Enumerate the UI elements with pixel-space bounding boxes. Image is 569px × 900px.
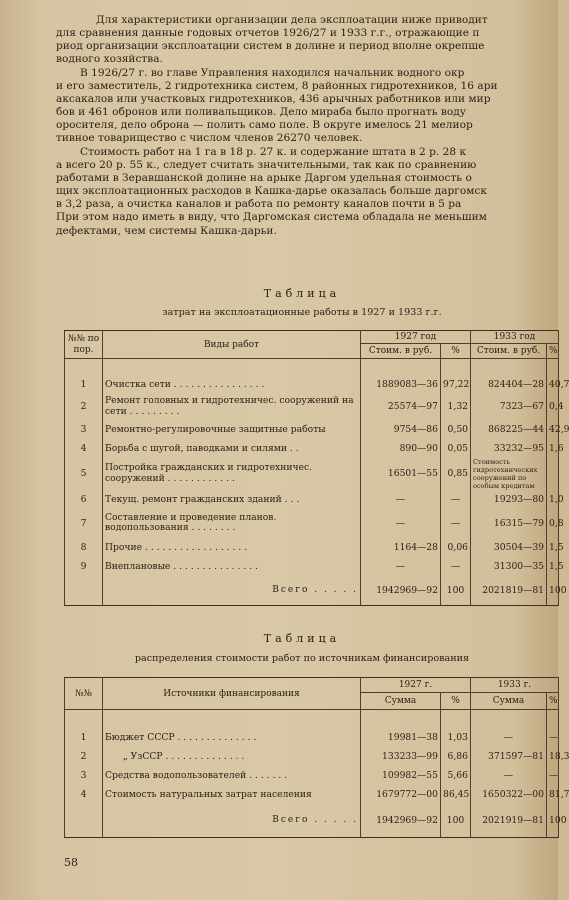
table-row — [65, 375, 559, 394]
header-pct: % — [547, 693, 559, 710]
total-cost-1933: 2021819—81 — [471, 576, 547, 606]
cell-cost-1933: 30504—39 — [471, 538, 547, 557]
header-year-1: 1927 год — [361, 331, 471, 344]
cell-cost-1927: 890—90 — [361, 439, 441, 458]
table-row — [65, 394, 559, 420]
cell-kind: Внеплановые . . . . . . . . . . . . . . . — [103, 557, 361, 576]
table2-title: Таблица — [263, 632, 341, 645]
cell-pct-1933: 42,9 — [547, 420, 559, 439]
paragraph-intro — [56, 14, 548, 66]
text-line: для сравнения данные годовых отчетов 1926/27 и 1933 г.г., отражающие п — [56, 27, 480, 40]
table-row — [65, 557, 559, 576]
cell-pct-1927: — — [441, 557, 471, 576]
cell-number: 2 — [65, 394, 103, 420]
header-pct: % — [441, 344, 471, 359]
header-pct: % — [547, 344, 559, 359]
paragraph-staff — [56, 67, 548, 146]
cell-cost-1927: 9754—86 — [361, 420, 441, 439]
cell-sum-1927: 1679772—00 — [361, 785, 441, 804]
cell-number: 5 — [65, 458, 103, 490]
cell-sum-1927: 19981—38 — [361, 728, 441, 747]
cell-pct-1927: 0,05 — [441, 439, 471, 458]
total-pct-1927: 100 — [441, 804, 471, 838]
total-cost-1927: 1942969—92 — [361, 576, 441, 606]
table-row — [65, 766, 559, 785]
cell-pct-1933: 81,7 — [547, 785, 559, 804]
cell-pct-1927: 0,50 — [441, 420, 471, 439]
cell-kind: Прочие . . . . . . . . . . . . . . . . . . — [103, 538, 361, 557]
cell-kind: Очистка сети . . . . . . . . . . . . . . . . — [103, 375, 361, 394]
cell-kind: Борьба с шугой, паводками и силями . . — [103, 439, 361, 458]
cell-number: 6 — [65, 490, 103, 509]
text-line: работами в Зеравшанской долине на арыке Даргом удельная стоимость о — [56, 172, 472, 185]
table-row — [65, 747, 559, 766]
cell-kind: Ремонтно-регулировочные защитные работы — [103, 420, 361, 439]
cell-cost-1933: 31300—35 — [471, 557, 547, 576]
header-year-2: 1933 г. — [471, 678, 559, 693]
text-line: а всего 20 р. 55 к., следует считать значительными, так как по сравнению — [56, 159, 477, 172]
text-line: аксакалов или участковых гидротехников, 436 арычных работников или мир — [56, 93, 491, 106]
text-line: Для характеристики организации дела эксплоатации ниже приводит — [96, 14, 488, 26]
cell-number: 3 — [65, 420, 103, 439]
text-line: При этом надо иметь в виду, что Даргомская система обладала не меньшим — [56, 211, 487, 224]
cell-cost-1927: 25574—97 — [361, 394, 441, 420]
cell-pct-1933: 1,6 — [547, 439, 559, 458]
table-row — [65, 785, 559, 804]
cell-pct-1927: 1,03 — [441, 728, 471, 747]
text-line: в 3,2 раза, а очистка каналов и работа по ремонту каналов почти в 5 ра — [56, 198, 462, 211]
cell-pct-1927: 86,45 — [441, 785, 471, 804]
text-line: дефектами, чем системы Кашка-дарьи. — [56, 224, 277, 237]
cell-pct-1933: 0,4 — [547, 394, 559, 420]
page-number: 58 — [64, 856, 78, 869]
table-row — [65, 439, 559, 458]
cell-cost-1927: 16501—55 — [361, 458, 441, 490]
header-cost: Стоим. в руб. — [471, 344, 547, 359]
table-total-row — [65, 804, 559, 838]
cell-pct-1927: 97,22 — [441, 375, 471, 394]
cell-sum-1933: — — [471, 766, 547, 785]
cell-number: 7 — [65, 509, 103, 538]
cell-cost-1927: — — [361, 490, 441, 509]
cell-number: 4 — [65, 439, 103, 458]
cell-sum-1933: — — [471, 728, 547, 747]
table2-subtitle: распределения стоимости работ по источникам финансирования — [134, 653, 470, 664]
text-line: бов и 461 обронов или поливальщиков. Дело мираба было прогнать воду — [56, 106, 466, 119]
cell-pct-1927: 5,66 — [441, 766, 471, 785]
text-line: водного хозяйства. — [56, 53, 163, 66]
cell-cost-1927: 1889083—36 — [361, 375, 441, 394]
cell-cost-1927: 1164—28 — [361, 538, 441, 557]
table-row — [65, 458, 559, 490]
cell-number: 9 — [65, 557, 103, 576]
cell-pct-1933: 18,3 — [547, 747, 559, 766]
text-line: риод организации эксплоатации систем в долине и период вполне окрепше — [56, 40, 485, 53]
table-row — [65, 728, 559, 747]
header-number: №№ по пор. — [65, 331, 103, 359]
table-total-row — [65, 576, 559, 606]
cell-pct-1927: — — [441, 509, 471, 538]
total-pct-1927: 100 — [441, 576, 471, 606]
cell-cost-1933-note: Стоимость гидротехнических сооружений по особым кредитам — [471, 458, 547, 490]
cell-cost-1933: 868225—44 — [471, 420, 547, 439]
table1-subtitle: затрат на эксплоатационные работы в 1927 и 1933 г.г. — [162, 307, 442, 318]
cell-cost-1933: 16315—79 — [471, 509, 547, 538]
cell-number: 3 — [65, 766, 103, 785]
cell-sum-1927: 109982—55 — [361, 766, 441, 785]
text-line: щих эксплоатационных расходов в Кашка-дарье оказалась больше даргомск — [56, 185, 488, 198]
cell-kind: Ремонт головных и гидротехничес. сооружений на сети . . . . . . . . . — [103, 394, 361, 420]
table-row — [65, 490, 559, 509]
cell-pct-1927: — — [441, 490, 471, 509]
header-source: Источники финансирования — [103, 678, 361, 710]
table-row — [65, 538, 559, 557]
cell-pct-1927: 0,06 — [441, 538, 471, 557]
cell-sum-1927: 133233—99 — [361, 747, 441, 766]
cell-pct-1927: 6,86 — [441, 747, 471, 766]
paragraph-cost — [56, 146, 548, 238]
total-sum-1927: 1942969—92 — [361, 804, 441, 838]
header-year-1: 1927 г. — [361, 678, 471, 693]
cell-source: Бюджет СССР . . . . . . . . . . . . . . — [103, 728, 361, 747]
total-label: Всего . . . . . — [103, 576, 361, 606]
cell-number: 4 — [65, 785, 103, 804]
cell-number: 1 — [65, 375, 103, 394]
cell-cost-1927: — — [361, 557, 441, 576]
cell-source: Средства водопользователей . . . . . . . — [103, 766, 361, 785]
cell-kind: Составление и проведение планов. водопользования . . . . . . . . — [103, 509, 361, 538]
cell-pct-1933 — [547, 458, 559, 490]
header-year-2: 1933 год — [471, 331, 559, 344]
cell-pct-1927: 0,85 — [441, 458, 471, 490]
header-pct: % — [441, 693, 471, 710]
table-row — [65, 420, 559, 439]
total-label: Всего . . . . . — [103, 804, 361, 838]
cell-pct-1933: 1,5 — [547, 538, 559, 557]
text-line: оросителя, дело оброна — полить само поле. В округе имелось 21 мелиор — [56, 119, 473, 132]
cell-kind: Текущ. ремонт гражданских зданий . . . — [103, 490, 361, 509]
header-cost: Стоим. в руб. — [361, 344, 441, 359]
text-line: тивное товарищество с числом членов 26270 человек. — [56, 132, 363, 145]
cell-pct-1933: 1,5 — [547, 557, 559, 576]
cell-pct-1933: — — [547, 766, 559, 785]
text-line: В 1926/27 г. во главе Управления находился начальник водного окр — [80, 67, 465, 79]
header-sum: Сумма — [471, 693, 547, 710]
table1-title: Таблица — [263, 287, 341, 300]
table-expenses — [64, 330, 569, 606]
cell-number: 8 — [65, 538, 103, 557]
cell-kind: Постройка гражданских и гидротехничес. сооружений . . . . . . . . . . . . — [103, 458, 361, 490]
cell-sum-1933: 371597—81 — [471, 747, 547, 766]
cell-cost-1927: — — [361, 509, 441, 538]
cell-cost-1933: 33232—95 — [471, 439, 547, 458]
cell-pct-1927: 1,32 — [441, 394, 471, 420]
cell-number: 2 — [65, 747, 103, 766]
header-kind: Виды работ — [103, 331, 361, 359]
text-line: и его заместитель, 2 гидротехника систем, 8 районных гидротехников, 16 ари — [56, 80, 498, 93]
total-sum-1933: 2021919—81 — [471, 804, 547, 838]
cell-pct-1933: 0,8 — [547, 509, 559, 538]
cell-sum-1933: 1650322—00 — [471, 785, 547, 804]
header-sum: Сумма — [361, 693, 441, 710]
cell-cost-1933: 19293—80 — [471, 490, 547, 509]
table-funding — [64, 677, 569, 838]
cell-source: Стоимость натуральных затрат населения — [103, 785, 361, 804]
cell-source: „ УзССР . . . . . . . . . . . . . . — [103, 747, 361, 766]
cell-number: 1 — [65, 728, 103, 747]
total-pct-1933: 100 — [547, 804, 559, 838]
cell-pct-1933: 40,7 — [547, 375, 559, 394]
table-row — [65, 509, 559, 538]
header-number: №№ — [65, 678, 103, 710]
cell-cost-1933: 824404—28 — [471, 375, 547, 394]
cell-pct-1933: — — [547, 728, 559, 747]
text-line: Стоимость работ на 1 га в 18 р. 27 к. и содержание штата в 2 р. 28 к — [80, 146, 467, 158]
total-pct-1933: 100 — [547, 576, 559, 606]
cell-pct-1933: 1,0 — [547, 490, 559, 509]
cell-cost-1933: 7323—67 — [471, 394, 547, 420]
